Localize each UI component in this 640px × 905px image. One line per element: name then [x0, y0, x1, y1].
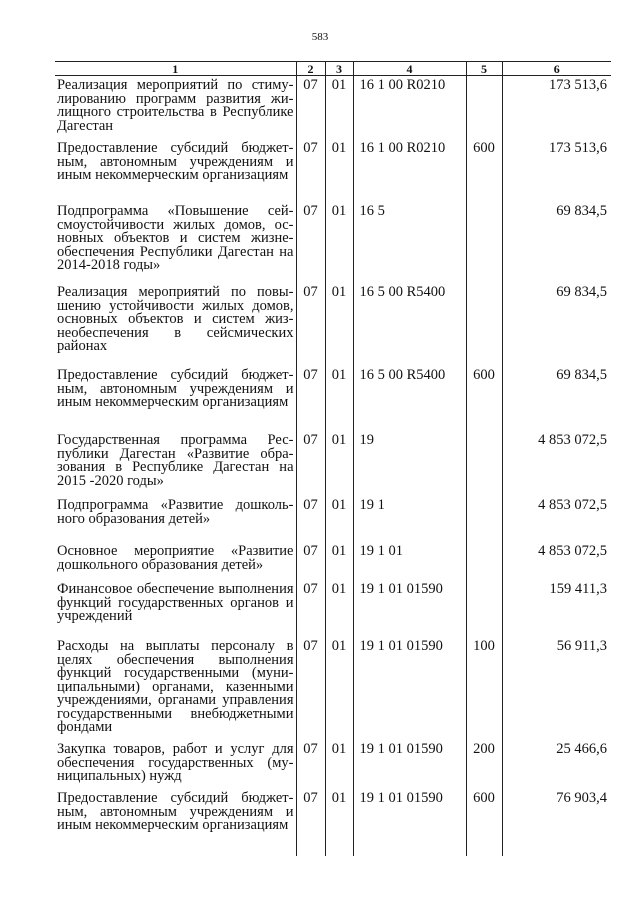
expense-name: Предоставление субсидий бюджетным, автономным учреждениям и иным некоммерческим организациям — [57, 367, 294, 410]
column-header-2: 2 — [296, 62, 325, 76]
section-code: 07 — [296, 366, 325, 431]
column-header-6: 6 — [502, 62, 611, 76]
subsection-code: 01 — [325, 283, 353, 366]
table-row — [55, 431, 611, 496]
subsection-code: 01 — [325, 580, 353, 637]
table-row — [55, 740, 611, 789]
section-code: 07 — [296, 496, 325, 542]
column-header-1: 1 — [55, 62, 296, 76]
expense-type-code: 100 — [466, 637, 502, 740]
expense-name: Государственная программа Республики Дагестан «Развитие образования в Республике Дагестан на 2015 -2020 годы» — [57, 432, 294, 489]
table-row — [55, 283, 611, 366]
target-article-code: 19 1 — [353, 496, 466, 542]
expense-name: Реализация мероприятий по стимулированию программ развития жилищного строительства в Республике Дагестан — [57, 77, 294, 134]
budget-table — [55, 61, 611, 856]
target-article-code: 16 5 00 R5400 — [353, 283, 466, 366]
table-row — [55, 366, 611, 431]
expense-type-code — [466, 580, 502, 637]
expense-name: Основное мероприятие «Развитие дошкольного образования детей» — [57, 543, 294, 573]
amount: 173 513,6 — [502, 139, 611, 202]
expense-type-code — [466, 496, 502, 542]
table-row — [55, 637, 611, 740]
amount: 69 834,5 — [502, 283, 611, 366]
subsection-code: 01 — [325, 76, 353, 140]
amount: 4 853 072,5 — [502, 431, 611, 496]
target-article-code: 19 1 01 01590 — [353, 580, 466, 637]
subsection-code: 01 — [325, 366, 353, 431]
amount: 56 911,3 — [502, 637, 611, 740]
target-article-code: 19 — [353, 431, 466, 496]
section-code: 07 — [296, 542, 325, 580]
target-article-code: 16 1 00 R0210 — [353, 76, 466, 140]
expense-type-code — [466, 283, 502, 366]
table-row — [55, 542, 611, 580]
target-article-code: 19 1 01 — [353, 542, 466, 580]
section-code: 07 — [296, 637, 325, 740]
table-row — [55, 139, 611, 202]
subsection-code: 01 — [325, 202, 353, 283]
expense-name: Предоставление субсидий бюджетным, автономным учреждениям и иным некоммерческим организациям — [57, 790, 294, 833]
amount: 173 513,6 — [502, 76, 611, 140]
subsection-code: 01 — [325, 139, 353, 202]
section-code: 07 — [296, 580, 325, 637]
expense-name: Подпрограмма «Повышение сейсмоустойчивости жилых домов, основных объектов и систем жизнеобеспечения Республики Дагестан на 2014-2018 годы» — [57, 203, 294, 273]
section-code: 07 — [296, 202, 325, 283]
expense-name: Закупка товаров, работ и услуг для обеспечения государственных (муниципальных) нужд — [57, 741, 294, 784]
table-body — [55, 76, 611, 857]
expense-name: Реализация мероприятий по повышению устойчивости жилых домов, основных объектов и систем жизнеобеспечения в сейсмических районах — [57, 284, 294, 354]
subsection-code: 01 — [325, 740, 353, 789]
column-header-3: 3 — [325, 62, 353, 76]
subsection-code: 01 — [325, 789, 353, 856]
amount: 69 834,5 — [502, 202, 611, 283]
expense-type-code: 600 — [466, 139, 502, 202]
section-code: 07 — [296, 76, 325, 140]
expense-type-code: 200 — [466, 740, 502, 789]
section-code: 07 — [296, 740, 325, 789]
target-article-code: 19 1 01 01590 — [353, 789, 466, 856]
table-row — [55, 789, 611, 856]
amount: 69 834,5 — [502, 366, 611, 431]
table-row — [55, 202, 611, 283]
target-article-code: 16 5 — [353, 202, 466, 283]
amount: 25 466,6 — [502, 740, 611, 789]
section-code: 07 — [296, 139, 325, 202]
amount: 159 411,3 — [502, 580, 611, 637]
expense-name: Расходы на выплаты персоналу в целях обеспечения выполнения функций государственными (муниципальными) органами, казенными учреждениями, органами управления государственными внебюджетными фондами — [57, 638, 294, 735]
section-code: 07 — [296, 789, 325, 856]
target-article-code: 19 1 01 01590 — [353, 740, 466, 789]
page-number: 583 — [311, 31, 329, 43]
table-row — [55, 580, 611, 637]
amount: 4 853 072,5 — [502, 496, 611, 542]
expense-name: Предоставление субсидий бюджетным, автономным учреждениям и иным некоммерческим организациям — [57, 140, 294, 183]
target-article-code: 16 1 00 R0210 — [353, 139, 466, 202]
table-header — [55, 62, 611, 76]
expense-name: Финансовое обеспечение выполнения функций государственных органов и учреждений — [57, 581, 294, 624]
expense-type-code: 600 — [466, 789, 502, 856]
column-header-5: 5 — [466, 62, 502, 76]
expense-type-code — [466, 202, 502, 283]
section-code: 07 — [296, 283, 325, 366]
expense-type-code: 600 — [466, 366, 502, 431]
target-article-code: 19 1 01 01590 — [353, 637, 466, 740]
section-code: 07 — [296, 431, 325, 496]
subsection-code: 01 — [325, 431, 353, 496]
table-row — [55, 496, 611, 542]
amount: 76 903,4 — [502, 789, 611, 856]
amount: 4 853 072,5 — [502, 542, 611, 580]
expense-type-code — [466, 542, 502, 580]
table-row — [55, 76, 611, 140]
target-article-code: 16 5 00 R5400 — [353, 366, 466, 431]
subsection-code: 01 — [325, 542, 353, 580]
subsection-code: 01 — [325, 496, 353, 542]
column-header-4: 4 — [353, 62, 466, 76]
expense-type-code — [466, 76, 502, 140]
subsection-code: 01 — [325, 637, 353, 740]
expense-type-code — [466, 431, 502, 496]
expense-name: Подпрограмма «Развитие дошкольного образования детей» — [57, 497, 294, 527]
